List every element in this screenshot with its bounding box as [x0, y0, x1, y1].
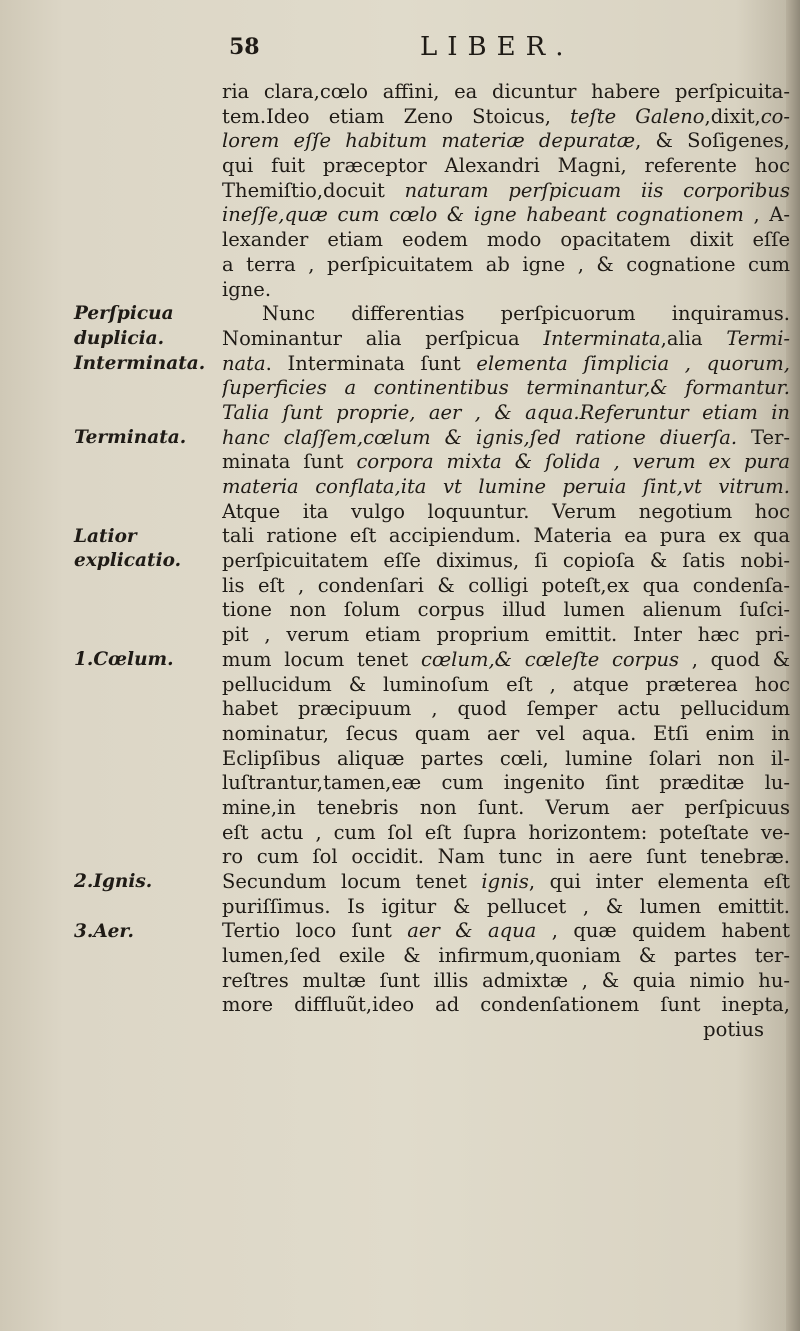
text-line: [222, 697, 790, 722]
text-run: potius: [703, 1018, 764, 1042]
text-line: [222, 598, 790, 623]
text-line: [222, 302, 790, 327]
text-line: [222, 895, 790, 920]
text-run: pellucidum & luminoſum eſt , atque præterea hoc: [222, 672, 790, 696]
text-line: [222, 80, 790, 105]
text-line: [222, 944, 790, 969]
italic-phrase: hanc claſſem,cœlum & ignis,ſed ratione diuerſa.: [222, 425, 738, 449]
text-line: [222, 771, 790, 796]
text-line: [222, 475, 790, 500]
margin-note: Terminata.: [74, 426, 187, 448]
italic-phrase: cœlum,& cœleſte corpus: [420, 647, 680, 671]
margin-note: Latior explicatio.: [74, 525, 182, 572]
italic-phrase: lorem eſſe habitum materiæ depuratæ: [222, 129, 636, 153]
italic-phrase: elementa ſimplicia , quorum,: [476, 351, 790, 375]
text-line: [222, 1018, 790, 1043]
margin-note: 3.Aer.: [74, 920, 134, 942]
text-line: [222, 426, 790, 451]
margin-note: 1.Cœlum.: [74, 649, 174, 671]
text-line: [222, 500, 790, 525]
text-line: [222, 376, 790, 401]
italic-phrase: ſuperficies a continentibus terminantur,& formantur.: [222, 376, 790, 400]
text-line: [222, 574, 790, 599]
text-run: Secundum locum tenet: [222, 870, 482, 893]
margin-note: Perſpicua duplicia.: [74, 303, 174, 349]
text-line: [222, 352, 790, 377]
text-line: [222, 722, 790, 747]
text-run: mum locum tenet: [222, 647, 421, 671]
text-line: [222, 623, 790, 648]
text-line: [222, 870, 790, 895]
text-run: . Interminata ſunt: [265, 351, 477, 375]
italic-phrase: co-: [760, 104, 790, 128]
text-line: [222, 821, 790, 846]
text-run: eſt actu , cum ſol eſt ſupra horizontem: poteſtate ve-: [222, 820, 790, 844]
italic-phrase: Talia ſunt proprie, aer , & aqua.Referuntur etiam in: [222, 400, 790, 424]
text-line: [222, 401, 790, 426]
text-run: Tertio loco ſunt: [222, 919, 408, 943]
italic-phrase: corpora mixta & ſolida , verum ex pura: [356, 450, 790, 474]
text-run: tali ratione eſt accipiendum. Materia ea pura ex qua: [222, 524, 790, 548]
text-run: ,alia: [660, 326, 727, 350]
text-run: a terra , perſpicuitatem ab igne , & cognatione cum: [222, 252, 790, 276]
text-run: , quæ quidem habent: [536, 919, 790, 943]
text-line: [222, 673, 790, 698]
text-run: qui fuit præceptor Alexandri Magni, referente hoc: [222, 154, 790, 178]
text-run: puriſſimus. Is igitur & pellucet , & lumen emittit.: [222, 894, 790, 918]
text-run: igne.: [222, 277, 272, 301]
text-run: ria clara,cœlo affini, ea dicuntur habere perſpicuita-: [222, 80, 790, 103]
text-line: [222, 278, 790, 303]
text-run: more diffluũt,ideo ad condenſationem ſunt inepta,: [222, 993, 790, 1017]
body-text: [222, 80, 790, 1043]
text-run: lexander etiam eodem modo opacitatem dixit eſſe: [222, 228, 790, 252]
text-run: habet præcipuum , quod ſemper actu pellucidum: [222, 697, 790, 721]
italic-phrase: nata: [222, 351, 266, 375]
text-line: [222, 203, 790, 228]
text-run: lis eſt , condenſari & colligi poteſt,ex qua condenſa-: [222, 573, 790, 597]
text-line: [222, 253, 790, 278]
text-run: , qui inter elementa eſt: [528, 870, 790, 893]
running-head: LIBER.: [420, 32, 574, 62]
page-number: 58: [229, 34, 260, 60]
text-line: [222, 969, 790, 994]
text-run: , quod &: [679, 647, 790, 671]
italic-phrase: naturam perſpicuam iis corporibus: [404, 178, 790, 202]
text-line: [222, 648, 790, 673]
text-line: [222, 747, 790, 772]
text-run: tem.Ideo etiam Zeno Stoicus,: [222, 104, 571, 128]
text-line: [222, 154, 790, 179]
text-line: [222, 327, 790, 352]
text-run: ro cum ſol occidit. Nam tunc in aere ſunt tenebræ.: [222, 845, 790, 869]
text-run: Atque ita vulgo loquuntur. Verum negotium hoc: [222, 499, 790, 523]
italic-phrase: ineſſe,quæ cum cœlo & igne habeant cognationem: [222, 203, 744, 227]
italic-phrase: aer & aqua: [407, 919, 537, 943]
italic-phrase: ignis: [481, 870, 529, 893]
italic-phrase: Termi-: [726, 326, 790, 350]
text-line: [222, 796, 790, 821]
text-line: [222, 105, 790, 130]
text-line: [222, 919, 790, 944]
text-line: [222, 129, 790, 154]
text-line: [222, 228, 790, 253]
italic-phrase: materia conflata,ita vt lumine peruia ſint,vt vitrum.: [222, 475, 790, 498]
margin-note: 2.Ignis.: [74, 871, 153, 893]
italic-phrase: teſte Galeno: [570, 104, 705, 128]
text-run: tione non ſolum corpus illud lumen alienum ſuſci-: [222, 598, 790, 622]
text-line: [222, 845, 790, 870]
text-run: lumen,ſed exile & infirmum,quoniam & partes ter-: [222, 944, 790, 968]
text-line: [222, 549, 790, 574]
text-run: Ter-: [737, 425, 790, 449]
text-line: [222, 179, 790, 204]
text-run: Eclipſibus aliquæ partes cœli, lumine ſolari non il-: [222, 746, 790, 770]
text-run: ,dixit,: [704, 104, 761, 128]
text-run: minata ſunt: [222, 450, 357, 474]
text-line: [222, 524, 790, 549]
text-line: [222, 450, 790, 475]
italic-phrase: Interminata: [543, 326, 661, 350]
text-run: Nunc differentias perſpicuorum inquiramus.: [262, 302, 790, 326]
text-run: perſpicuitatem eſſe diximus, ſi copioſa & ſatis nobi-: [222, 549, 790, 573]
text-run: pit , verum etiam proprium emittit. Inter hæc pri-: [222, 623, 790, 647]
text-run: luſtrantur,tamen,eæ cum ingenito ſint præditæ lu-: [222, 771, 790, 795]
text-run: nominatur, ſecus quam aer vel aqua. Etſi enim in: [222, 721, 790, 745]
text-run: , & Soſigenes,: [635, 129, 790, 153]
text-line: [222, 993, 790, 1018]
text-run: reſtres multæ ſunt illis admixtæ , & quia nimio hu-: [222, 968, 790, 992]
text-run: mine,in tenebris non ſunt. Verum aer perſpicuus: [222, 795, 790, 819]
text-run: Themiſtio,docuit: [222, 178, 405, 202]
margin-note: Interminata.: [74, 352, 206, 374]
text-run: , A-: [743, 203, 790, 227]
text-run: Nominantur alia perſpicua: [222, 326, 544, 350]
